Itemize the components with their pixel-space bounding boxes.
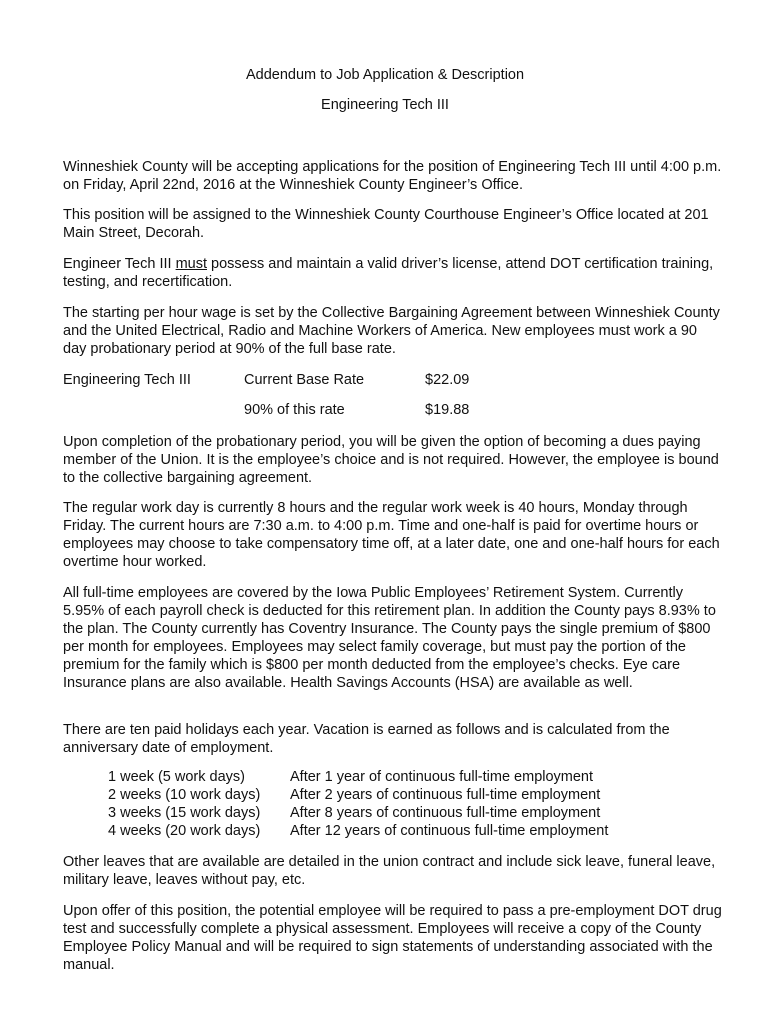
vacation-weeks: 4 weeks (20 work days): [108, 823, 261, 839]
license-text-end: possess and maintain a valid driver’s license, attend DOT certification training, testing, and recertification.: [63, 256, 714, 290]
vacation-eligibility: After 12 years of continuous full-time employment: [290, 823, 609, 839]
paragraph-application-deadline: Winneshiek County will be accepting applications for the position of Engineering Tech III until 4:00 p.m. on Friday, April 22nd, 2016 at the Winneshiek County Engineer’s Office.: [63, 159, 722, 193]
paragraph-license-requirement: [63, 255, 723, 291]
paragraph-wage-agreement: The starting per hour wage is set by the Collective Bargaining Agreement between Winneshiek County and the United Electrical, Radio and Machine Workers of America. New employees must work a 90 day probationary period at 90% of the full base rate.: [63, 305, 720, 357]
rate-amount: $19.88: [425, 402, 470, 418]
paragraph-pre-employment: Upon offer of this position, the potential employee will be required to pass a pre-employment DOT drug test and successfully complete a physical assessment. Employees will receive a copy of the County Employee Policy Manual and will be required to sign statements of understanding associated with the manual.: [63, 903, 722, 973]
rate-label: 90% of this rate: [244, 402, 345, 418]
document-subtitle: Engineering Tech III: [321, 97, 449, 113]
rate-amount: $22.09: [425, 372, 470, 388]
paragraph-other-leaves: Other leaves that are available are detailed in the union contract and include sick leave, funeral leave, military leave, leaves without pay, etc.: [63, 854, 716, 888]
vacation-weeks: 2 weeks (10 work days): [108, 787, 261, 803]
paragraph-benefits: All full-time employees are covered by the Iowa Public Employees’ Retirement System. Currently 5.95% of each payroll check is deducted for this retirement plan. In addition the County pays 8.93% to the plan. The County currently has Coventry Insurance. The County pays the single premium of $800 per month for employees. Employees may select family coverage, but must pay the portion of the premium for the family which is $800 per month deducted from the employee’s checks. Eye care Insurance plans are also available. Health Savings Accounts (HSA) are available as well.: [63, 585, 716, 691]
vacation-eligibility: After 8 years of continuous full-time employment: [290, 805, 601, 821]
vacation-eligibility: After 2 years of continuous full-time employment: [290, 787, 601, 803]
rate-row: [63, 401, 723, 419]
rate-row: [63, 371, 723, 389]
paragraph-holidays-vacation: There are ten paid holidays each year. Vacation is earned as follows and is calculated from the anniversary date of employment.: [63, 722, 670, 756]
license-text-emphasis: must: [175, 256, 208, 272]
document-title: Addendum to Job Application & Description: [245, 67, 525, 83]
paragraph-work-hours: The regular work day is currently 8 hours and the regular work week is 40 hours, Monday through Friday. The current hours are 7:30 a.m. to 4:00 p.m. Time and one-half is paid for overtime hours or employees may choose to take compensatory time off, at a later date, one and one-half hours for each overtime hour worked.: [63, 500, 720, 570]
license-text-start: Engineer Tech III: [63, 256, 176, 272]
rate-position: Engineering Tech III: [63, 372, 191, 388]
vacation-weeks: 1 week (5 work days): [108, 769, 245, 785]
paragraph-position-location: This position will be assigned to the Winneshiek County Courthouse Engineer’s Office located at 201 Main Street, Decorah.: [63, 207, 709, 241]
paragraph-union-membership: Upon completion of the probationary period, you will be given the option of becoming a dues paying member of the Union. It is the employee’s choice and is not required. However, the employee is bound to the collective bargaining agreement.: [63, 434, 719, 486]
vacation-weeks: 3 weeks (15 work days): [108, 805, 261, 821]
vacation-eligibility: After 1 year of continuous full-time employment: [290, 769, 594, 785]
rate-label: Current Base Rate: [244, 372, 365, 388]
